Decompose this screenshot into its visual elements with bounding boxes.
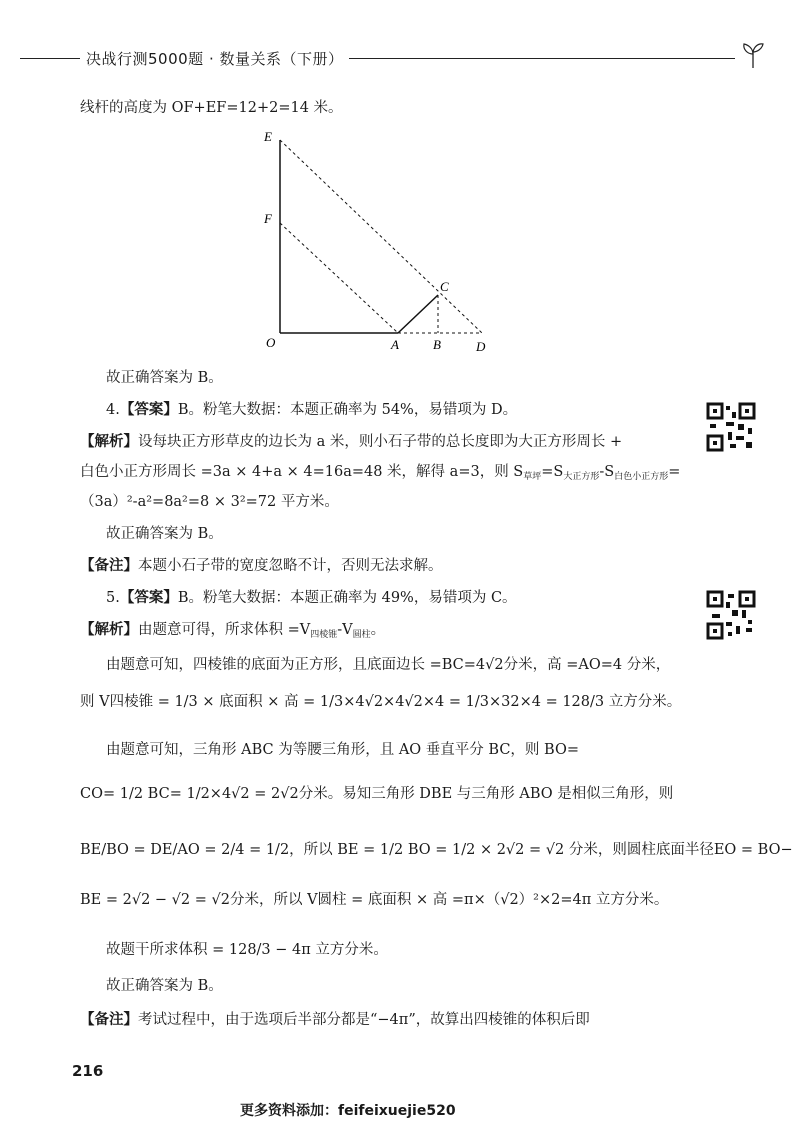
label-E: E xyxy=(264,129,272,144)
q5-analysis-text: 由题意可得，所求体积 =V xyxy=(138,622,311,638)
q4-note-text: 本题小石子带的宽度忽略不计，否则无法求解。 xyxy=(138,558,443,574)
qr-code-icon[interactable] xyxy=(706,402,756,452)
page-number: 216 xyxy=(72,1062,104,1080)
q5-paragraph6: BE = 2√2 − √2 = √2分米，所以 V圆柱 = 底面积 × 高 =π×（√2）²×2=4π 立方分米。 xyxy=(80,892,669,908)
q4-analysis-line2 xyxy=(80,462,680,487)
q4-analysis-text2a: 白色小正方形周长 =3a × 4+a × 4=16a=48 米，解得 a=3，则 S xyxy=(80,464,524,480)
sub-large-square: 大正方形 xyxy=(563,472,600,482)
book-title: 决战行测5000题 · 数量关系（下册） xyxy=(80,48,349,69)
q4-answer-text: B。粉笔大数据：本题正确率为 54%，易错项为 D。 xyxy=(177,402,518,418)
intro-line: 线杆的高度为 OF+EF=12+2=14 米。 xyxy=(80,100,343,116)
label-A: A xyxy=(391,337,399,352)
q4-answer-tag: 【答案】 xyxy=(119,401,178,418)
header-rule-right xyxy=(310,58,735,59)
q4-analysis-line3: （3a）²-a²=8a²=8 × 3²=72 平方米。 xyxy=(80,494,339,510)
q5-paragraph2: 则 V四棱锥 = 1/3 × 底面积 × 高 = 1/3×4√2×4√2×4 = 1/3×32×4 = 128/3 立方分米。 xyxy=(80,694,682,710)
q4-analysis-text2d: = xyxy=(668,464,681,480)
qr-code-icon[interactable] xyxy=(706,590,756,640)
segment-AC xyxy=(398,295,438,333)
label-D: D xyxy=(476,339,486,354)
sub-pyramid: 四棱锥 xyxy=(310,630,338,640)
header-rule-left xyxy=(20,58,80,59)
q5-answer-text: B。粉笔大数据：本题正确率为 49%，易错项为 C。 xyxy=(177,590,517,606)
q5-note-text: 考试过程中，由于选项后半部分都是“−4π”，故算出四棱锥的体积后即 xyxy=(138,1012,590,1028)
ray-ED xyxy=(280,140,482,333)
sub-white-square: 白色小正方形 xyxy=(614,472,669,482)
q5-paragraph4: CO= 1/2 BC= 1/2×4√2 = 2√2分米。易知三角形 DBE 与三角形 ABO 是相似三角形，则 xyxy=(80,786,674,802)
q5-number: 5. xyxy=(106,590,120,606)
q5-analysis xyxy=(80,620,385,645)
footer-note: 更多资料添加：feifeixuejie520 xyxy=(240,1103,456,1119)
q4-analysis-line1 xyxy=(80,432,622,452)
q5-answer-tag: 【答案】 xyxy=(119,589,178,606)
q5-paragraph3: 由题意可知，三角形 ABC 为等腰三角形，且 AO 垂直平分 BC，则 BO= xyxy=(106,742,579,758)
q4-analysis-tag: 【解析】 xyxy=(80,433,138,450)
q4-note xyxy=(80,556,443,576)
q4-note-tag: 【备注】 xyxy=(80,557,138,574)
q5-minus: -V xyxy=(337,622,353,638)
q4-number: 4. xyxy=(106,402,120,418)
q4-answer xyxy=(106,400,517,420)
sub-cylinder: 圆柱 xyxy=(352,630,371,640)
q4-analysis-text2b: =S xyxy=(541,464,564,480)
q4-analysis-text1: 设每块正方形草皮的边长为 a 米，则小石子带的总长度即为大正方形周长 + xyxy=(138,434,623,450)
q5-paragraph1: 由题意可知，四棱锥的底面为正方形，且底面边长 =BC=4√2分米，高 =AO=4 分米， xyxy=(106,657,671,673)
q4-analysis-text2c: -S xyxy=(599,464,615,480)
sub-lawn: 草坪 xyxy=(523,472,542,482)
q5-answer xyxy=(106,588,517,608)
q5-paragraph5: BE/BO = DE/AO = 2/4 = 1/2，所以 BE = 1/2 BO = 1/2 × 2√2 = √2 分米，则圆柱底面半径EO = BO− xyxy=(80,842,793,858)
label-B: B xyxy=(433,337,441,352)
label-F: F xyxy=(264,211,272,226)
q5-analysis-tag: 【解析】 xyxy=(80,621,138,638)
q5-paragraph7: 故题干所求体积 = 128/3 − 4π 立方分米。 xyxy=(106,942,388,958)
label-O: O xyxy=(266,335,276,350)
page-header xyxy=(20,40,775,76)
label-C: C xyxy=(440,279,449,294)
q5-period: 。 xyxy=(370,622,386,638)
sprout-icon xyxy=(738,40,768,70)
q5-note-tag: 【备注】 xyxy=(80,1011,138,1028)
geometry-figure xyxy=(250,125,520,355)
ray-FA xyxy=(280,223,398,333)
q5-note xyxy=(80,1010,590,1030)
q4-conclusion: 故正确答案为 B。 xyxy=(106,526,223,542)
q5-conclusion: 故正确答案为 B。 xyxy=(106,978,223,994)
conclusion-line: 故正确答案为 B。 xyxy=(106,370,223,386)
